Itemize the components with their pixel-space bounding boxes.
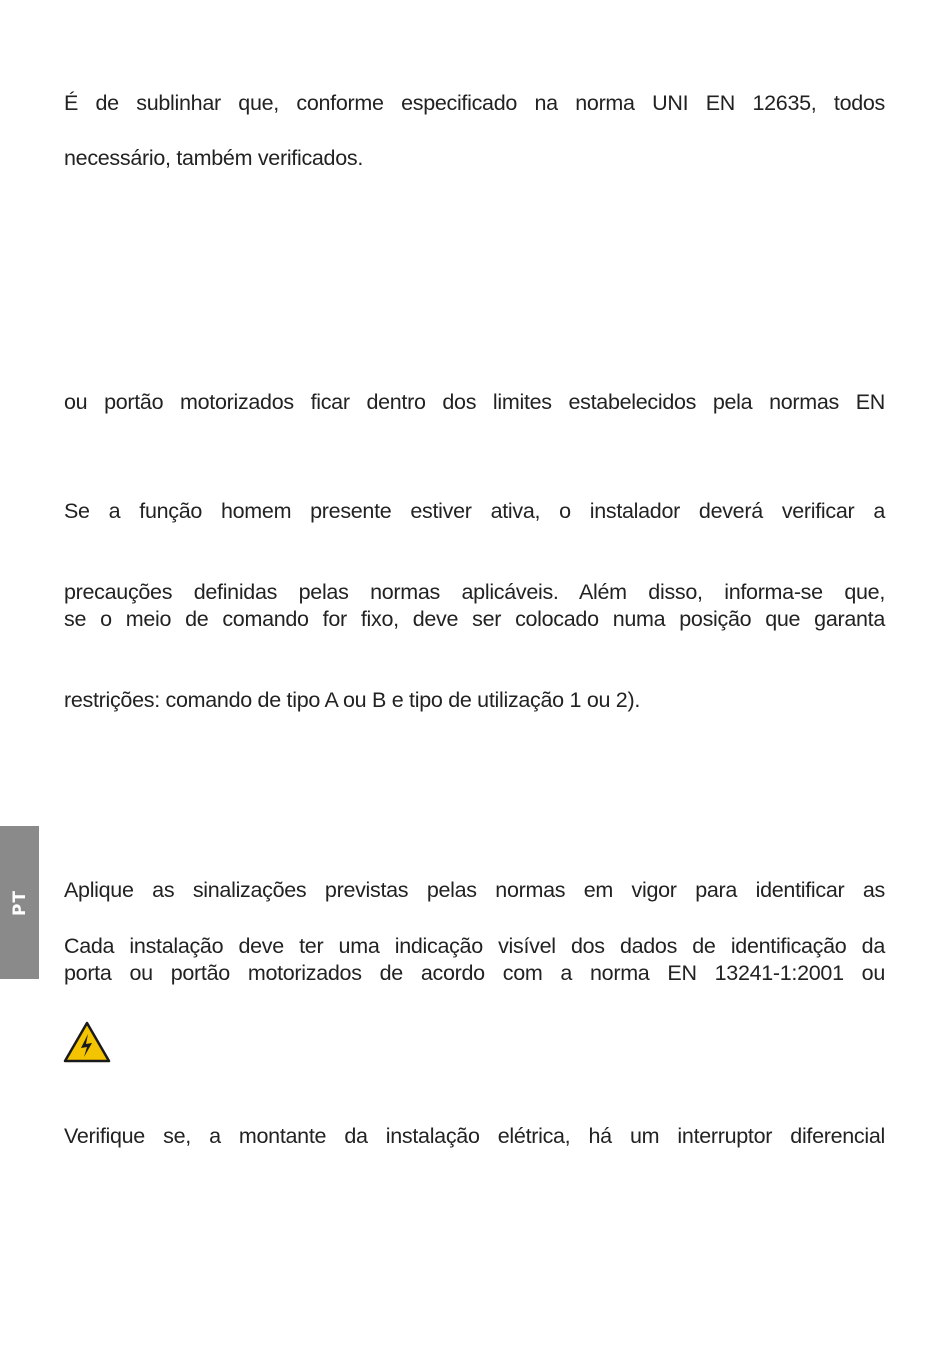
language-tab-label: PT	[9, 889, 30, 916]
paragraph-1-line-1: É de sublinhar que, conforme especificado na norma UNI EN 12635, todos	[64, 91, 885, 115]
paragraph-6-line-1: Verifique se, a montante da instalação elétrica, há um interruptor diferencial	[64, 1124, 885, 1148]
paragraph-3-line-4: restrições: comando de tipo A ou B e tipo de utilização 1 ou 2).	[64, 688, 640, 712]
paragraph-5-line-1: Cada instalação deve ter uma indicação visível dos dados de identificação da	[64, 934, 885, 958]
electrical-hazard-warning-icon	[63, 1021, 111, 1063]
paragraph-2-line-1: ou portão motorizados ficar dentro dos limites estabelecidos pela normas EN	[64, 390, 885, 414]
paragraph-1-line-2: necessário, também verificados.	[64, 146, 363, 170]
paragraph-5-line-2: porta ou portão motorizados de acordo com a norma EN 13241-1:2001 ou	[64, 961, 885, 985]
language-side-tab	[0, 826, 39, 979]
paragraph-3-line-1: Se a função homem presente estiver ativa, o instalador deverá verificar a	[64, 499, 885, 523]
paragraph-3-line-3: se o meio de comando for fixo, deve ser colocado numa posição que garanta	[64, 607, 885, 631]
paragraph-4-line-1: Aplique as sinalizações previstas pelas normas em vigor para identificar as	[64, 878, 885, 902]
paragraph-3-line-2: precauções definidas pelas normas aplicáveis. Além disso, informa-se que,	[64, 580, 885, 604]
